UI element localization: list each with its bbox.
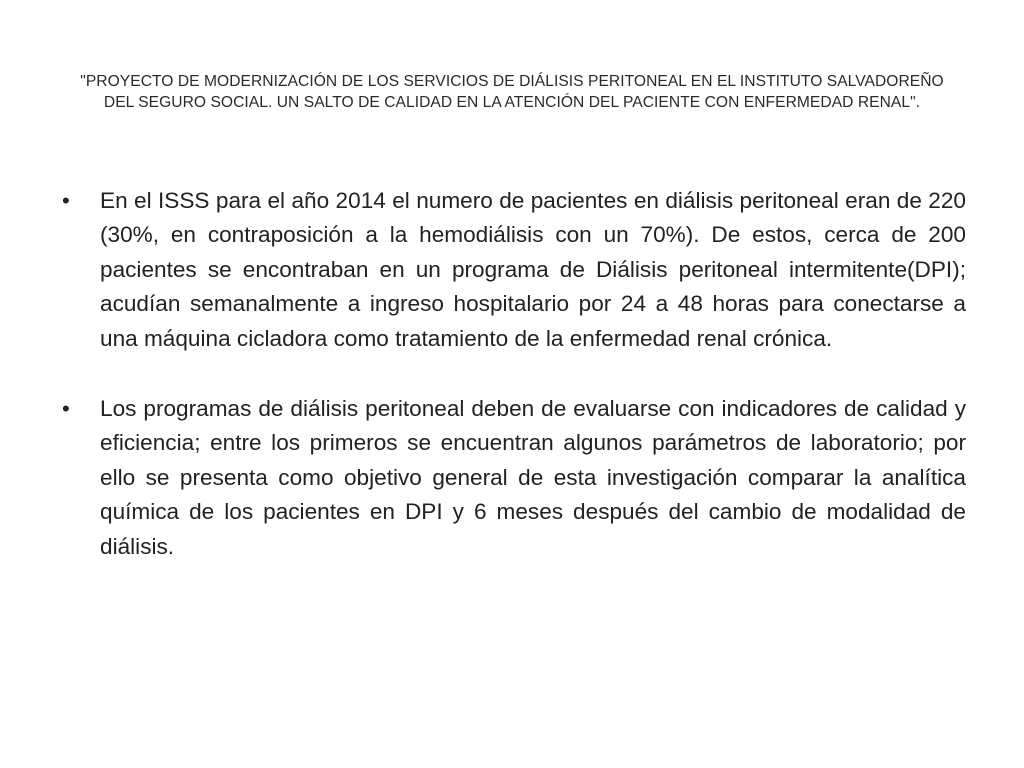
bullet-item-2 [62,392,966,564]
bullet-text: En el ISSS para el año 2014 el numero de pacientes en diálisis peritoneal eran de 220 (30%, en contraposición a la hemodiálisis con un 70%). De estos, cerca de 200 pacientes se encontraban en un programa de Diálisis peritoneal intermitente(DPI); acudían semanalmente a ingreso hospitalario por 24 a 48 horas para conectarse a una máquina cicladora como tratamiento de la enfermedad renal crónica. [100,188,966,351]
bullet-list [62,184,966,600]
bullet-text: Los programas de diálisis peritoneal deben de evaluarse con indicadores de calidad y eficiencia; entre los primeros se encuentran algunos parámetros de laboratorio; por ello se presenta como objetivo general de esta investigación comparar la analítica química de los pacientes en DPI y 6 meses después del cambio de modalidad de diálisis. [100,396,966,559]
bullet-icon: • [62,188,70,213]
slide-title: "PROYECTO DE MODERNIZACIÓN DE LOS SERVICIOS DE DIÁLISIS PERITONEAL EN EL INSTITUTO SALVADOREÑO DEL SEGURO SOCIAL. UN SALTO DE CALIDAD EN LA ATENCIÓN DEL PACIENTE CON ENFERMEDAD RENAL". [80,73,944,111]
bullet-icon: • [62,396,70,422]
bullet-item-1 [62,184,966,356]
